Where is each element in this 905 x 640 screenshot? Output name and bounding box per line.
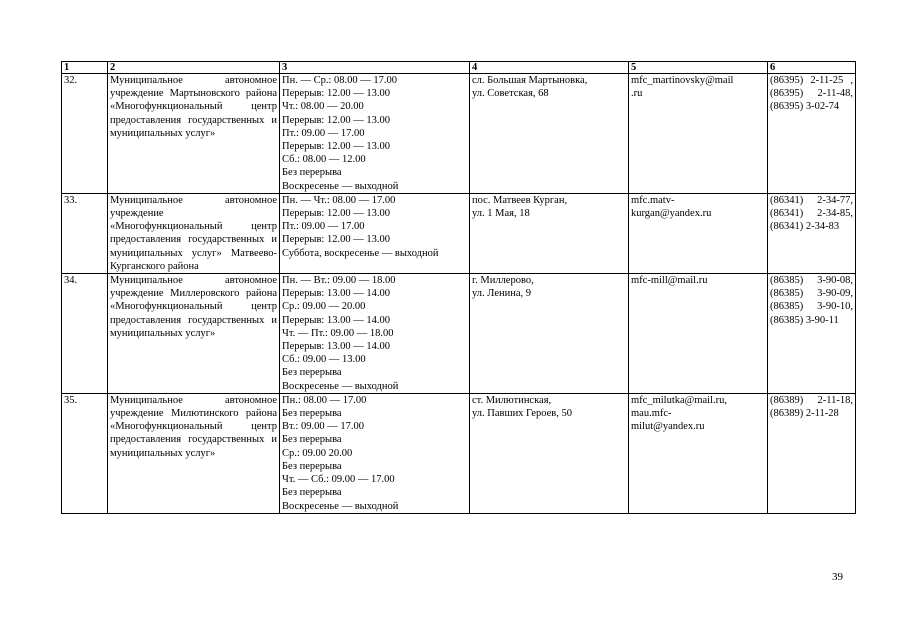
schedule-line: Ср.: 09.00 — 20.00: [282, 301, 366, 313]
email-line: mfc_milutka@mail.ru,: [631, 394, 727, 406]
organization-name: Муниципальное автономное учреждение Мартыновского района «Многофункциональный центр предоставления государственных и муниципальных услуг»: [110, 75, 277, 139]
address-cell: [470, 393, 629, 513]
schedule-line: Сб.: 08.00 — 12.00: [282, 154, 366, 166]
table-row: [62, 274, 856, 394]
schedule-line: Без перерыва: [282, 434, 342, 446]
row-number-cell: [62, 74, 108, 194]
organization-cell: [108, 393, 280, 513]
phone-cell: [768, 74, 856, 194]
organization-name: Муниципальное автономное учреждение Миллеровского района «Многофункциональный центр предоставления государственных и муниципальных услуг»: [110, 275, 277, 339]
header-cell: 6: [768, 62, 856, 74]
schedule-line: Перерыв: 13.00 — 14.00: [282, 288, 390, 300]
schedule-line: Воскресенье — выходной: [282, 380, 399, 392]
address-line: сл. Большая Мартыновка,: [472, 75, 588, 86]
schedule-line: Перерыв: 13.00 — 14.00: [282, 341, 390, 353]
email-cell: [629, 274, 768, 394]
address-line: ул. Ленина, 9: [472, 288, 532, 300]
schedule-line: Вт.: 09.00 — 17.00: [282, 421, 364, 433]
email-cell: [629, 193, 768, 273]
schedule-line: Пт.: 09.00 — 17.00: [282, 127, 365, 139]
table-row: [62, 74, 856, 194]
page-number: 39: [832, 571, 843, 583]
header-cell: 2: [108, 62, 280, 74]
schedule-line: Воскресенье — выходной: [282, 500, 399, 512]
organization-cell: [108, 74, 280, 194]
email-line: .ru: [631, 88, 643, 100]
schedule-line: Без перерыва: [282, 408, 342, 420]
table-row: [62, 393, 856, 513]
row-number-cell: [62, 193, 108, 273]
row-number: 34.: [64, 275, 78, 287]
email-line: mfc_martinovsky@mail: [631, 75, 734, 86]
header-cell: 1: [62, 62, 108, 74]
table-row: [62, 193, 856, 273]
schedule-line: Без перерыва: [282, 167, 342, 179]
schedule-line: Перерыв: 12.00 — 13.00: [282, 114, 390, 126]
phone-numbers: (86389) 2-11-18, (86389) 2-11-28: [770, 394, 853, 420]
schedule-cell: [280, 74, 470, 194]
organization-cell: [108, 274, 280, 394]
schedule-cell: [280, 274, 470, 394]
row-number-cell: [62, 393, 108, 513]
email-cell: [629, 74, 768, 194]
schedule-line: Воскресенье — выходной: [282, 180, 399, 192]
address-line: ул. 1 Мая, 18: [472, 208, 530, 220]
schedule-line: Пн. — Вт.: 09.00 — 18.00: [282, 275, 396, 287]
schedule-line: Пн. — Ср.: 08.00 — 17.00: [282, 75, 397, 86]
phone-numbers: (86385) 3-90-08, (86385) 3-90-09, (86385) 3-90-10, (86385) 3-90-11: [770, 275, 853, 326]
row-number: 32.: [64, 75, 78, 86]
address-line: ул. Павших Героев, 50: [472, 408, 572, 420]
schedule-line: Сб.: 09.00 — 13.00: [282, 354, 366, 366]
schedule-line: Чт. — Сб.: 09.00 — 17.00: [282, 474, 395, 486]
email-line: mau.mfc-: [631, 408, 672, 420]
schedule-line: Пн. — Чт.: 08.00 — 17.00: [282, 194, 396, 206]
phone-numbers: (86341) 2-34-77, (86341) 2-34-85, (86341) 2-34-83: [770, 194, 853, 233]
header-cell: 5: [629, 62, 768, 74]
address-cell: [470, 274, 629, 394]
schedule-cell: [280, 393, 470, 513]
address-cell: [470, 74, 629, 194]
address-line: ул. Советская, 68: [472, 88, 549, 100]
schedule-line: Перерыв: 12.00 — 13.00: [282, 208, 390, 220]
schedule-line: Ср.: 09.00 20.00: [282, 447, 353, 459]
row-number: 35.: [64, 394, 78, 406]
organization-name: Муниципальное автономное учреждение Милютинского района «Многофункциональный центр предоставления государственных и муниципальных услуг»: [110, 394, 277, 459]
schedule-line: Пн.: 08.00 — 17.00: [282, 394, 367, 406]
address-line: г. Миллерово,: [472, 275, 534, 287]
mfc-table: [61, 61, 856, 514]
phone-cell: [768, 274, 856, 394]
address-cell: [470, 193, 629, 273]
schedule-cell: [280, 193, 470, 273]
header-cell: 3: [280, 62, 470, 74]
email-line: mfc-mill@mail.ru: [631, 275, 708, 287]
phone-cell: [768, 393, 856, 513]
schedule-line: Перерыв: 13.00 — 14.00: [282, 314, 390, 326]
schedule-line: Без перерыва: [282, 460, 342, 472]
email-cell: [629, 393, 768, 513]
schedule-line: Без перерыва: [282, 367, 342, 379]
table-header-row: [62, 62, 856, 74]
email-line: mfc.matv-: [631, 194, 675, 206]
phone-cell: [768, 193, 856, 273]
organization-cell: [108, 193, 280, 273]
header-cell: 4: [470, 62, 629, 74]
schedule-line: Пт.: 09.00 — 17.00: [282, 221, 365, 233]
email-line: kurgan@yandex.ru: [631, 208, 712, 220]
address-line: ст. Милютинская,: [472, 394, 552, 406]
schedule-line: Чт. — Пт.: 09.00 — 18.00: [282, 327, 394, 339]
schedule-line: Перерыв: 12.00 — 13.00: [282, 141, 390, 153]
phone-numbers: (86395) 2-11-25 , (86395) 2-11-48, (86395) 3-02-74: [770, 75, 853, 113]
schedule-line: Перерыв: 12.00 — 13.00: [282, 88, 390, 100]
email-line: milut@yandex.ru: [631, 421, 705, 433]
schedule-line: Чт.: 08.00 — 20.00: [282, 101, 364, 113]
organization-name: Муниципальное автономное учреждение «Многофункциональный центр предоставления государственных и муниципальных услуг» Матвеево-Курганского района: [110, 194, 277, 272]
schedule-line: Перерыв: 12.00 — 13.00: [282, 234, 390, 246]
row-number: 33.: [64, 194, 78, 206]
row-number-cell: [62, 274, 108, 394]
schedule-line: Без перерыва: [282, 487, 342, 499]
address-line: пос. Матвеев Курган,: [472, 194, 568, 206]
schedule-line: Суббота, воскресенье — выходной: [282, 247, 439, 259]
